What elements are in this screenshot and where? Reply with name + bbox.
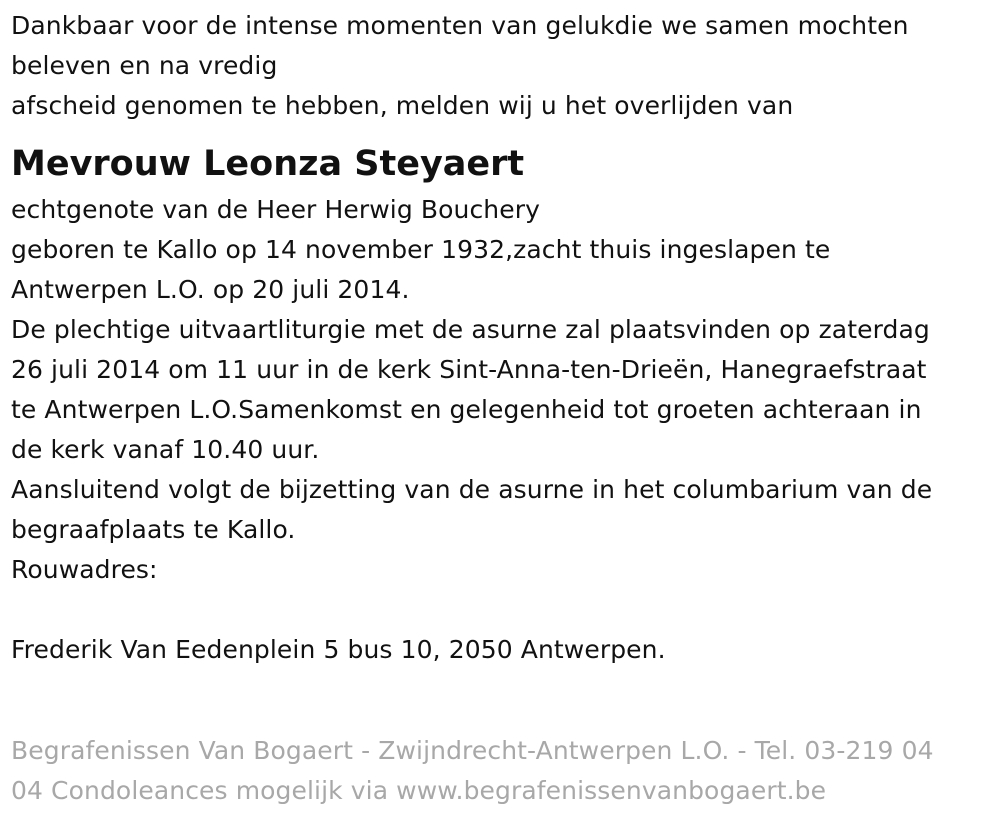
- body-line: te Antwerpen L.O.Samenkomst en gelegenheid tot groeten achteraan in: [11, 395, 922, 424]
- body-line: Antwerpen L.O. op 20 juli 2014.: [11, 275, 410, 304]
- intro-line: afscheid genomen te hebben, melden wij u het overlijden van: [11, 91, 794, 120]
- footer-line: Begrafenissen Van Bogaert - Zwijndrecht-Antwerpen L.O. - Tel. 03-219 04: [11, 736, 934, 765]
- spacer: [11, 590, 991, 630]
- intro-line: Dankbaar voor de intense momenten van gelukdie we samen mochten: [11, 11, 909, 40]
- body-line: begraafplaats te Kallo.: [11, 515, 296, 544]
- intro-text: [11, 6, 991, 126]
- body-line: De plechtige uitvaartliturgie met de asurne zal plaatsvinden op zaterdag: [11, 315, 930, 344]
- funeral-home-footer: [11, 731, 991, 811]
- mourning-address: Frederik Van Eedenplein 5 bus 10, 2050 Antwerpen.: [11, 635, 666, 664]
- body-line: Aansluitend volgt de bijzetting van de asurne in het columbarium van de: [11, 475, 933, 504]
- deceased-name: Mevrouw Leonza Steyaert: [11, 144, 525, 184]
- intro-line: beleven en na vredig: [11, 51, 278, 80]
- death-notice: [11, 6, 991, 670]
- mourning-address-label: Rouwadres:: [11, 555, 158, 584]
- body-line: 26 juli 2014 om 11 uur in de kerk Sint-Anna-ten-Drieën, Hanegraefstraat: [11, 355, 927, 384]
- body-line: geboren te Kallo op 14 november 1932,zacht thuis ingeslapen te: [11, 235, 831, 264]
- notice-body: [11, 190, 991, 590]
- body-line: echtgenote van de Heer Herwig Bouchery: [11, 195, 540, 224]
- body-line: de kerk vanaf 10.40 uur.: [11, 435, 320, 464]
- footer-line: 04 Condoleances mogelijk via www.begrafenissenvanbogaert.be: [11, 776, 827, 805]
